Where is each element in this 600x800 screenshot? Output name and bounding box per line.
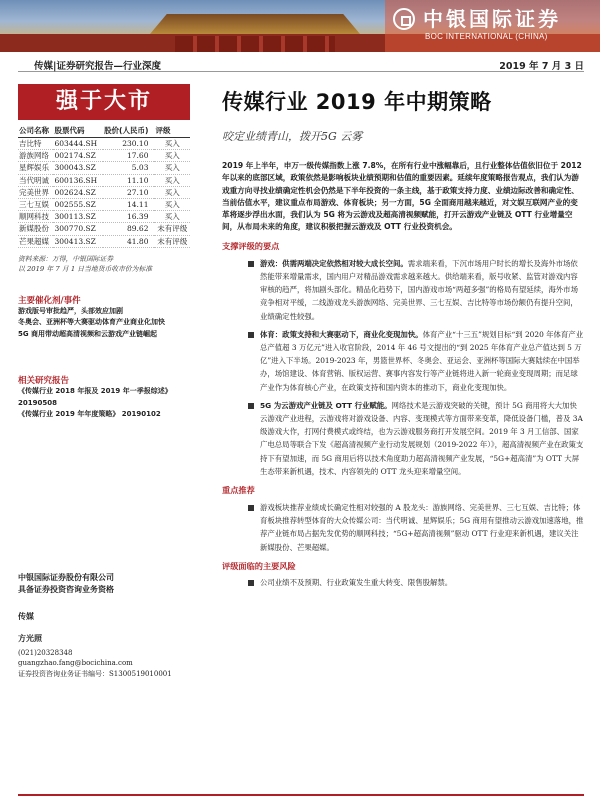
company-qualification: 具备证券投资咨询业务资格 — [18, 585, 114, 594]
cell-company: 星辉娱乐 — [18, 162, 53, 174]
cell-price: 89.62 — [103, 223, 154, 235]
analyst-block — [18, 634, 172, 679]
logic-item-lead: 体育：政策支持和大赛驱动下，商业化变现加快。 — [260, 329, 423, 339]
table-row — [18, 162, 190, 174]
table-row — [18, 150, 190, 162]
logic-item-body: 体育产业“十三五”规划目标“到 2020 年体育产业总产值超 3 万亿元”进入收官阶段，2014 年 46 号文提出的“到 2025 年体育产业总产值达到 5 万亿”进入下半场。2019-2023 年，男篮世界杯、冬奥会、亚运会、亚洲杯等国际大赛陆续在中国举办，场馆建设、体育营销、版权运营、赛事内容发行等产业链将进入新一轮商业变现周期；而足球产业作为体育核心产业，在政策支持和国内资本的推动下，商业化变现加快。 — [260, 329, 584, 392]
square-bullet-icon — [248, 580, 254, 586]
cell-rating: 买入 — [154, 199, 190, 211]
palace-roof-graphic — [150, 14, 360, 34]
cell-rating: 未有评级 — [154, 235, 190, 247]
cell-price: 14.11 — [103, 199, 154, 211]
bottom-rule — [18, 794, 584, 796]
event-item: 5G 商用带动超高清视频和云游戏产业链崛起 — [18, 329, 158, 338]
analyst-certificate: 证券投资咨询业务证书编号：S1300519010001 — [18, 669, 172, 678]
cell-code: 002624.SZ — [53, 186, 103, 198]
rating-logic-heading: 支撑评级的要点 — [222, 240, 280, 251]
cell-code: 002174.SZ — [53, 150, 103, 162]
risk-heading: 评级面临的主要风险 — [222, 560, 296, 571]
analyst-phone: (021)20328348 — [18, 648, 73, 657]
cell-company: 芒果超媒 — [18, 235, 53, 247]
square-bullet-icon — [248, 261, 254, 267]
cell-company: 游族网络 — [18, 150, 53, 162]
brand-name-cn: 中银国际证券 — [423, 7, 561, 31]
table-row — [18, 186, 190, 198]
cell-code: 603444.SH — [53, 138, 103, 150]
report-category: 传媒|证券研究报告—行业深度 — [34, 61, 161, 72]
cell-rating: 未有评级 — [154, 223, 190, 235]
logic-item-lead: 5G 为云游戏产业链及 OTT 行业赋能。 — [260, 400, 392, 410]
logic-item — [222, 328, 584, 394]
logic-item-body: 网络技术是云游戏突破的关键，预计 5G 商用将大大加快云游戏产业进程，云游戏将对游戏设备、内容、变现模式等方面带来变革，降低设备门槛，普及 3A 级游戏大作，打网付费模式或终结，也为云游戏服务商打开发展空间。2019 年 3 月工信部、国家广电总局等联合下发《超高清视频产业行动发展规划（2019-2022 年）》，超高清视频产业在政策支持下有望加速，而 5G 商用后将以技术角度助力超高清视频产业发展，“5G+超高清”为 OTT 大屏生态带来新机遇，技术、内容领先的 OTT 龙头迎来增量空间。 — [260, 400, 584, 476]
analyst-sector: 传媒 — [18, 612, 34, 621]
report-subtitle: 咬定业绩青山，拨开5G 云雾 — [222, 130, 363, 143]
event-item: 冬奥会、亚洲杯等大赛驱动体育产业商业化加快 — [18, 318, 165, 327]
report-meta-strip — [18, 56, 584, 72]
cell-rating: 买入 — [154, 162, 190, 174]
boc-logo-icon — [393, 8, 415, 30]
cell-rating: 买入 — [154, 138, 190, 150]
cell-price: 41.80 — [103, 235, 154, 247]
brand-box — [385, 0, 600, 52]
related-report: 《传媒行业 2019 年年度策略》 20190102 — [18, 410, 161, 419]
cell-code: 300770.SZ — [53, 223, 103, 235]
analyst-name: 方光照 — [18, 634, 42, 643]
source-line: 资料来源：万得，中银国际证券 — [18, 254, 114, 263]
cell-price: 27.10 — [103, 186, 154, 198]
cell-price: 17.60 — [103, 150, 154, 162]
analyst-email: guangzhao.fang@bocichina.com — [18, 659, 133, 667]
source-note: 以 2019 年 7 月 1 日当地货币收市价为标准 — [18, 264, 153, 273]
cell-company: 新媒股份 — [18, 223, 53, 235]
table-row — [18, 174, 190, 186]
related-report-date: 20190508 — [18, 398, 57, 407]
square-bullet-icon — [248, 332, 254, 338]
cell-rating: 买入 — [154, 211, 190, 223]
reports-heading: 相关研究报告 — [18, 376, 70, 387]
report-summary: 2019 年上半年，申万一级传媒指数上涨 7.8%，在所有行业中涨幅靠后，且行业整体估值依旧位于 2012 年以来的底部区域，政策依然是影响板块业绩预期和估值的重要因素。延续年度策略报告观点，我们认为游戏重方向寻找业绩确定性机会仍然是下半年投资的一条主线，基于政策支持力度、业绩边际改善和确定性、当前估值水平，建议重点布局游戏、体育板块；另一方面，5G 全面商用越来越近，对文娱互联网产业的变革将逐步浮出水面，我们认为 5G 将为云游戏及超高清视频赋能，打开云游戏产业链及 OTT 行业增量空间，从布局未来的角度，建议积极把握云游戏及 OTT 行业投资机会。 — [222, 161, 582, 232]
brand-name-en: BOC INTERNATIONAL (CHINA) — [425, 32, 548, 41]
cell-company: 当代明诚 — [18, 174, 53, 186]
table-row — [18, 235, 190, 247]
cell-company: 顺网科技 — [18, 211, 53, 223]
cell-rating: 买入 — [154, 186, 190, 198]
header-rating: 评级 — [154, 124, 190, 138]
cell-company: 三七互娱 — [18, 199, 53, 211]
cell-code: 002555.SZ — [53, 199, 103, 211]
header-banner — [0, 0, 600, 52]
event-item: 游戏版号审批趋严，头部效应加剧 — [18, 306, 123, 315]
table-source — [18, 254, 196, 274]
risk-item — [222, 576, 584, 589]
related-report: 《传媒行业 2018 年报及 2019 年一季报综述》 — [18, 387, 172, 396]
table-row — [18, 211, 190, 223]
header-company: 公司名称 — [18, 124, 53, 138]
picks-item — [222, 501, 584, 554]
events-heading: 主要催化剂/事件 — [18, 295, 81, 306]
cell-code: 600136.SH — [53, 174, 103, 186]
table-row — [18, 223, 190, 235]
header-price: 股价(人民币) — [103, 124, 154, 138]
company-block — [18, 572, 114, 596]
square-bullet-icon — [248, 403, 254, 409]
cell-rating: 买入 — [154, 150, 190, 162]
logic-item-body: 需求端来看，下沉市场用户时长的增长及海外市场依然能带来增量需求，国内用户对精品游戏需求越来越大。供给端来看，版号收紧、监管对游戏内容审核的趋严，将加剧头部化。精品化趋势下，国内游戏市场“两超多强”的格局有望延续，海外市场竞争相对平缓，二线游戏龙头游族网络、完美世界、三七互娱、吉比特等市场份额仍有提升空间，业绩确定性较强。 — [260, 258, 578, 321]
square-bullet-icon — [248, 505, 254, 511]
cell-price: 16.39 — [103, 211, 154, 223]
logic-item — [222, 399, 584, 478]
picks-body: 游戏板块推荐业绩成长确定性相对较强的 A 股龙头：游族网络、完美世界、三七互娱、吉比特；体育板块推荐转型体育的大众传媒公司：当代明诚、星辉娱乐；5G 商用有望推动云游戏加速落地，推荐产业链布局占据先发优势的顺网科技；“5G+超高清视频”驱动 OTT 行业迎来新机遇，建议关注新媒股份、芒果超媒。 — [260, 503, 584, 552]
main-content — [222, 84, 584, 796]
industry-rating: 强于大市 — [18, 84, 190, 120]
logic-item-lead: 游戏：供需两端决定依然相对较大成长空间。 — [260, 258, 408, 268]
report-title: 传媒行业 2019 年中期策略 — [222, 90, 492, 114]
risk-body: 公司业绩不及预期、行业政策发生重大转变、限售股解禁。 — [260, 577, 453, 587]
picks-heading: 重点推荐 — [222, 485, 255, 496]
cell-price: 11.10 — [103, 174, 154, 186]
sidebar — [18, 84, 196, 794]
cell-price: 230.10 — [103, 138, 154, 150]
cell-code: 300043.SZ — [53, 162, 103, 174]
cell-code: 300113.SZ — [53, 211, 103, 223]
company-name: 中银国际证券股份有限公司 — [18, 573, 114, 582]
logic-item — [222, 257, 584, 323]
cell-company: 完美世界 — [18, 186, 53, 198]
cell-company: 吉比特 — [18, 138, 53, 150]
table-row — [18, 138, 190, 150]
cell-price: 5.03 — [103, 162, 154, 174]
header-code: 股票代码 — [53, 124, 103, 138]
palace-gate-graphic — [175, 36, 335, 52]
stock-table — [18, 124, 190, 248]
cell-rating: 买入 — [154, 174, 190, 186]
cell-code: 300413.SZ — [53, 235, 103, 247]
table-row — [18, 199, 190, 211]
report-date: 2019 年 7 月 3 日 — [499, 61, 584, 72]
stock-table-header — [18, 124, 190, 138]
